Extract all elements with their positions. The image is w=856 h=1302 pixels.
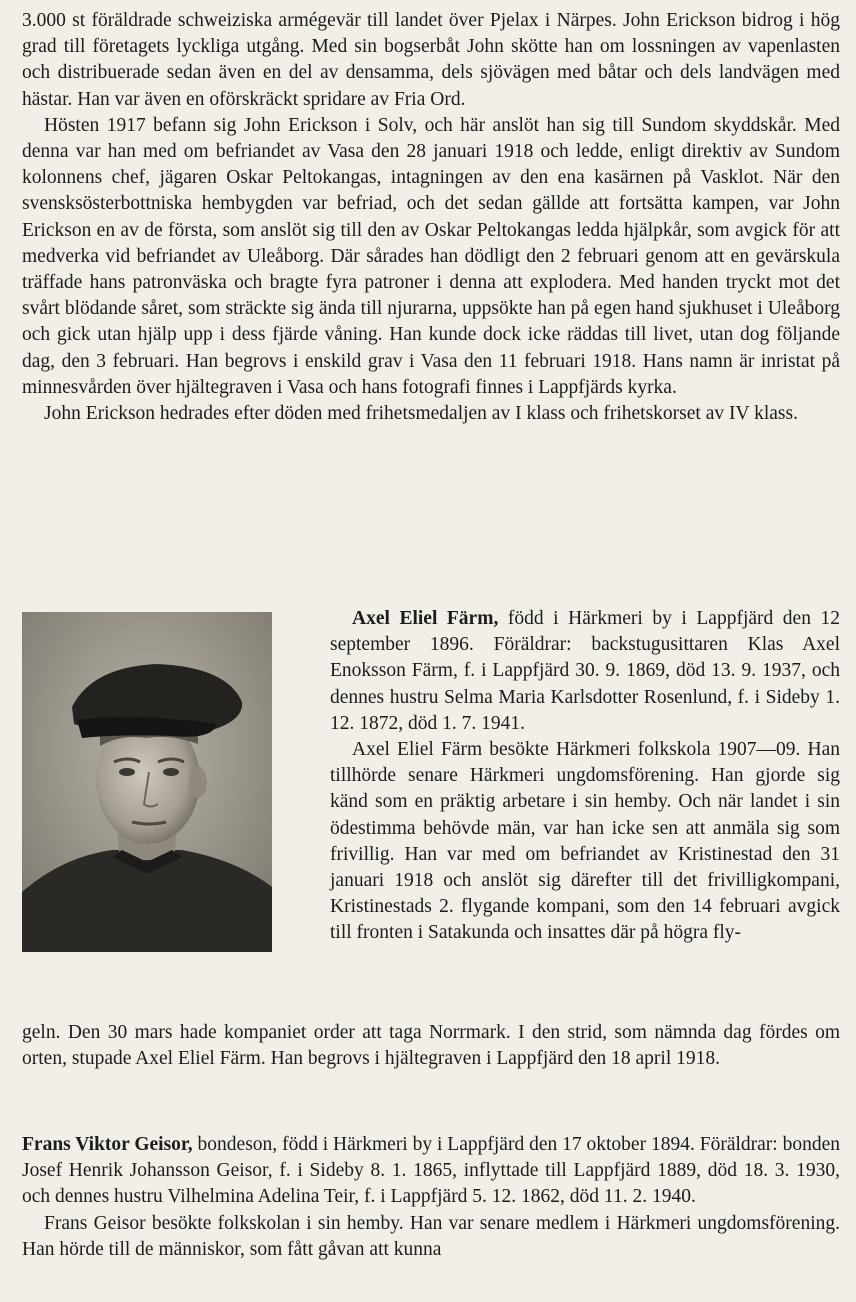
frans-geisor-intro (22, 1132, 840, 1211)
axel-farm-intro-text: född i Härkmeri by i Lappfjärd den 12 september 1896. Föräldrar: backstugusittaren Klas Axel Enoksson Färm, f. i Lappfjärd 30. 9. 1869, död 13. 9. 1937, och dennes hustru Selma Maria Karlsdotter Rosenlund, f. i Sideby 1. 12. 1872, död 1. 7. 1941. (330, 608, 840, 734)
frans-geisor-name: Frans Viktor Geisor, (22, 1134, 193, 1155)
paragraph-honors: John Erickson hedrades efter döden med frihetsmedaljen av I klass och frihetskorset av IV klass. (44, 403, 798, 425)
axel-farm-intro (330, 606, 840, 737)
frans-geisor-intro-text: bondeson, född i Härkmeri by i Lappfjärd den 17 oktober 1894. Föräldrar: bonden Josef Henrik Johansson Geisor, f. i Sideby 8. 1. 1865, inflyttade till Lappfjärd 1889, död 18. 3. 1930, och dennes hustru Vilhelmina Adelina Teir, f. i Lappfjärd 5. 12. 1862, död 11. 2. 1940. (22, 1134, 840, 1208)
portrait-photo-axel-farm (22, 612, 272, 952)
frans-geisor-biography: Frans Geisor besökte folkskolan i sin hemby. Han var senare medlem i Härkmeri ungdomsförening. Han hörde till de människor, som fått gåvan att kunna (22, 1212, 840, 1260)
axel-farm-biography-side: Axel Eliel Färm besökte Härkmeri folkskola 1907—09. Han tillhörde senare Härkmeri ungdomsförening. Han gjorde sig känd som en präktig arbetare i sin hemby. Och när landet i sin ödestimma behövde män, var han icke sen att anmäla sig som frivillig. Han var med om befriandet av Kristinestad den 31 januari 1918 och anslöt sig därefter till det frivilligkompani, Kristinestads 2. flygande kompani, som den 14 februari avgick till fronten i Satakunda och insattes där på högra fly- (330, 739, 840, 944)
axel-farm-name: Axel Eliel Färm, (352, 608, 499, 629)
paragraph-autumn-1917: Hösten 1917 befann sig John Erickson i Solv, och här anslöt han sig till Sundom skyddskår. Med denna var han med om befriandet av Vasa den 28 januari 1918 och ledde, enligt direktiv av Sundom kolonnens chef, jägaren Oskar Peltokangas, intagningen av den ena kasärnen på Vasklot. När den svensksösterbottniska hembygden var befriad, och det sedan gällde att fortsätta kampen, var John Erickson en av de första, som anslöt sig till den av Oskar Peltokangas ledda hjälpkår, som avgick för att medverka vid befriandet av Uleåborg. Där sårades han dödligt den 2 februari genom att en gevärskula träffade hans patronväska och bragte fyra patroner i denna att explodera. Med handen tryckt mot det svårt blödande såret, som sträckte sig ända till njurarna, uppsökte han på egen hand sjukhuset i Uleåborg och gick utan hjälp upp i dess fjärde våning. Han kunde dock icke räddas till livet, utan dog följande dag, den 3 februari. Han begrovs i enskild grav i Vasa den 11 februari 1918. Hans namn är inristat på minnesvården över hjältegraven i Vasa och hans fotografi finnes i Lappfjärds kyrka. (22, 114, 840, 398)
portrait-image (22, 612, 272, 952)
axel-farm-side-column (330, 606, 840, 947)
john-erickson-section (22, 8, 840, 427)
frans-geisor-section (22, 1132, 840, 1263)
paragraph-weapons: 3.000 st föräldrade schweiziska armégevär till landet över Pjelax i Närpes. John Erickson bidrog i hög grad till företagets lyckliga utgång. Med sin bogserbåt John skötte han om lossningen av vapenlasten och distribuerade sedan även en del av densamma, dels sjövägen med båtar och dels landvägen med hästar. Han var även en oförskräckt spridare av Fria Ord. (22, 10, 840, 110)
axel-farm-biography-end: geln. Den 30 mars hade kompaniet order att taga Norrmark. I den strid, som nämnda dag fördes om orten, stupade Axel Eliel Färm. Han begrovs i hjältegraven i Lappfjärd den 18 april 1918. (22, 1022, 840, 1070)
axel-farm-continuation (22, 1020, 840, 1072)
